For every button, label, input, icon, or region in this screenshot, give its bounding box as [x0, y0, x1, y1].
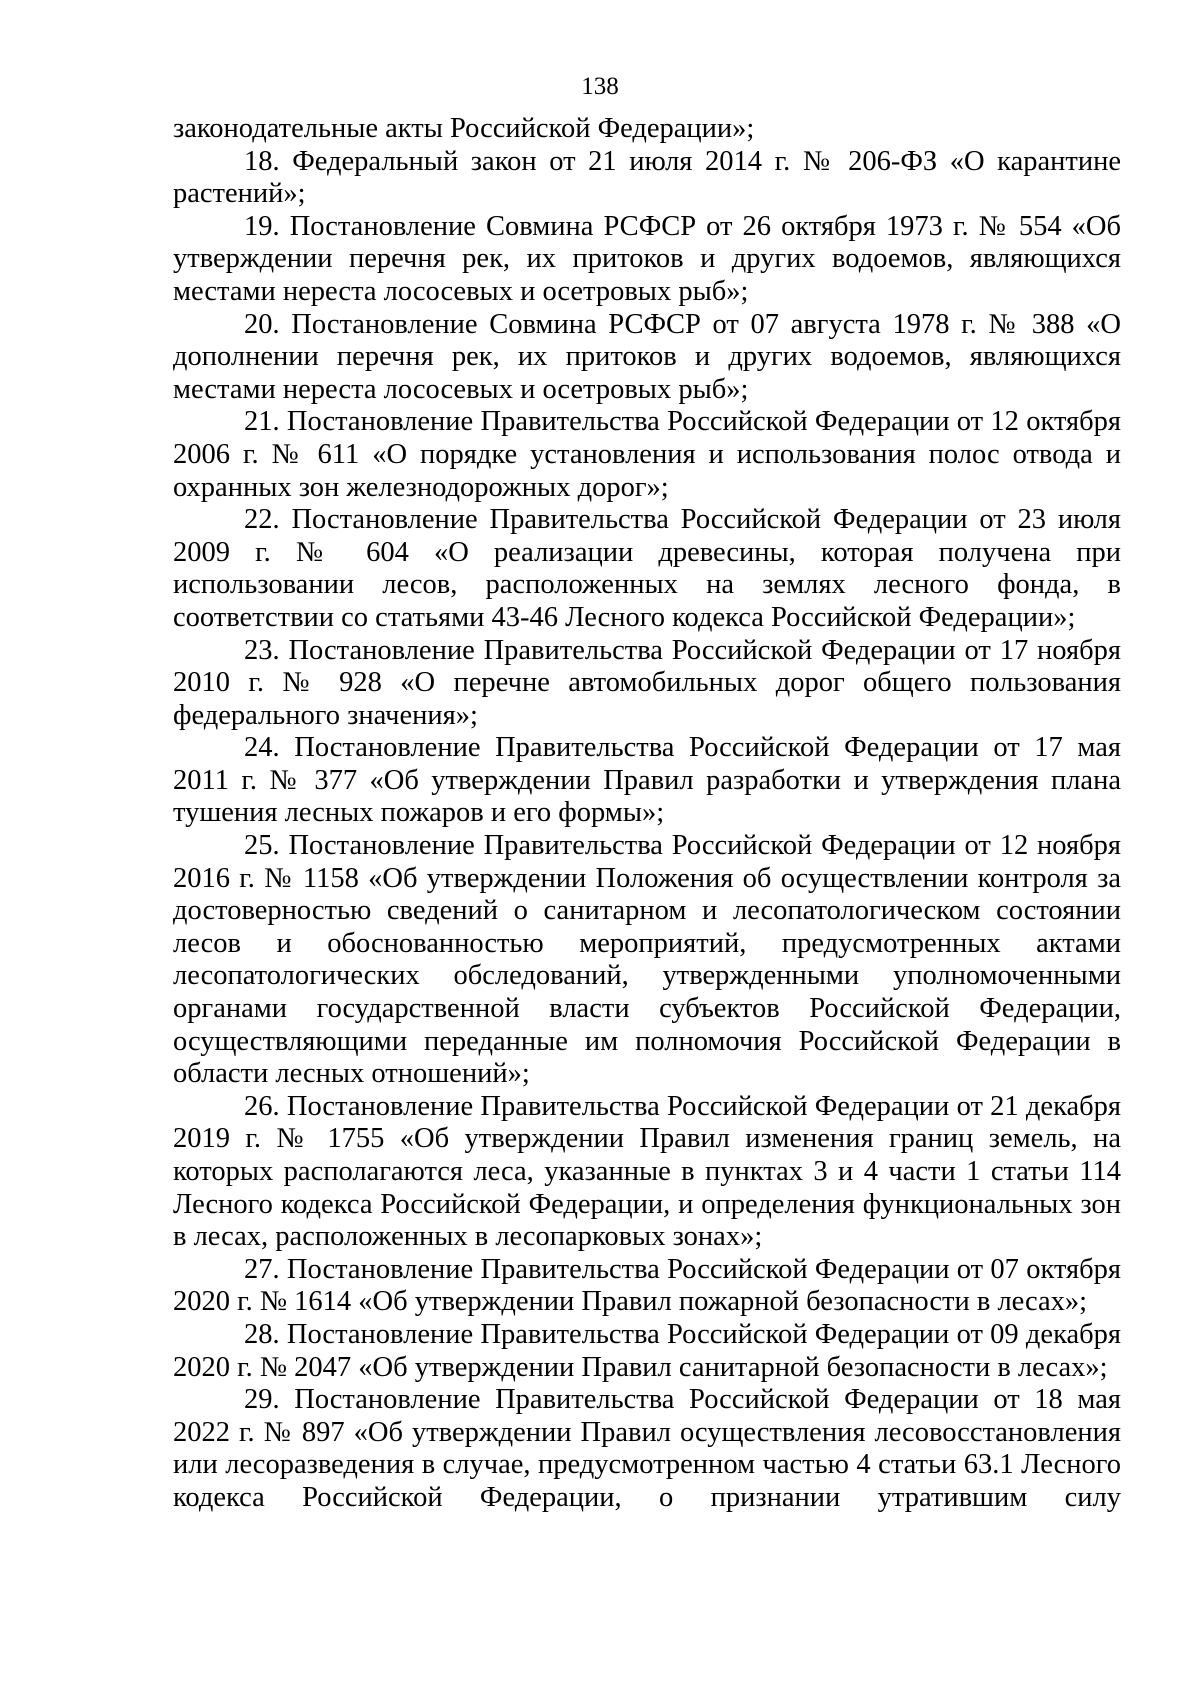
list-item-24: 24. Постановление Правительства Российской Федерации от 17 мая 2011 г. № 377 «Об утверждении Правил разработки и утверждения плана тушения лесных пожаров и его формы»;	[173, 732, 1121, 829]
list-item-29: 29. Постановление Правительства Российской Федерации от 18 мая 2022 г. № 897 «Об утверждении Правил осуществления лесовосстановления или лесоразведения в случае, предусмотренном частью 4 статьи 63.1 Лесного кодекса Российской Федерации, о признании утратившим силу	[173, 1384, 1121, 1513]
list-item-20: 20. Постановление Совмина РСФСР от 07 августа 1978 г. № 388 «О дополнении перечня рек, их притоков и других водоемов, являющихся местами нереста лососевых и осетровых рыб»;	[173, 308, 1121, 405]
list-item-22: 22. Постановление Правительства Российской Федерации от 23 июля 2009 г. № 604 «О реализации древесины, которая получена при использовании лесов, расположенных на землях лесного фонда, в соответствии со статьями 43-46 Лесного кодекса Российской Федерации»;	[173, 504, 1121, 633]
page-number: 138	[581, 73, 619, 100]
list-item-18: 18. Федеральный закон от 21 июля 2014 г. № 206-ФЗ «О карантине растений»;	[173, 145, 1121, 210]
list-item-27: 27. Постановление Правительства Российской Федерации от 07 октября 2020 г. № 1614 «Об утверждении Правил пожарной безопасности в лесах»;	[173, 1253, 1121, 1318]
document-body	[173, 113, 1121, 1515]
list-item-28: 28. Постановление Правительства Российской Федерации от 09 декабря 2020 г. № 2047 «Об утверждении Правил санитарной безопасности в лесах»;	[173, 1318, 1121, 1383]
list-item-21: 21. Постановление Правительства Российской Федерации от 12 октября 2006 г. № 611 «О порядке установления и использования полос отвода и охранных зон железнодорожных дорог»;	[173, 406, 1121, 503]
paragraph-continuation: законодательные акты Российской Федерации»;	[173, 113, 755, 144]
list-item-25: 25. Постановление Правительства Российской Федерации от 12 ноября 2016 г. № 1158 «Об утверждении Положения об осуществлении контроля за достоверностью сведений о санитарном и лесопатологическом состоянии лесов и обоснованностью мероприятий, предусмотренных актами лесопатологических обследований, утвержденными уполномоченными органами государственной власти субъектов Российской Федерации, осуществляющими переданные им полномочия Российской Федерации в области лесных отношений»;	[173, 830, 1121, 1090]
list-item-23: 23. Постановление Правительства Российской Федерации от 17 ноября 2010 г. № 928 «О перечне автомобильных дорог общего пользования федерального значения»;	[173, 634, 1121, 731]
list-item-19: 19. Постановление Совмина РСФСР от 26 октября 1973 г. № 554 «Об утверждении перечня рек, их притоков и других водоемов, являющихся местами нереста лососевых и осетровых рыб»;	[173, 210, 1121, 307]
list-item-26: 26. Постановление Правительства Российской Федерации от 21 декабря 2019 г. № 1755 «Об утверждении Правил изменения границ земель, на которых располагаются леса, указанные в пунктах 3 и 4 части 1 статьи 114 Лесного кодекса Российской Федерации, и определения функциональных зон в лесах, расположенных в лесопарковых зонах»;	[173, 1090, 1121, 1253]
